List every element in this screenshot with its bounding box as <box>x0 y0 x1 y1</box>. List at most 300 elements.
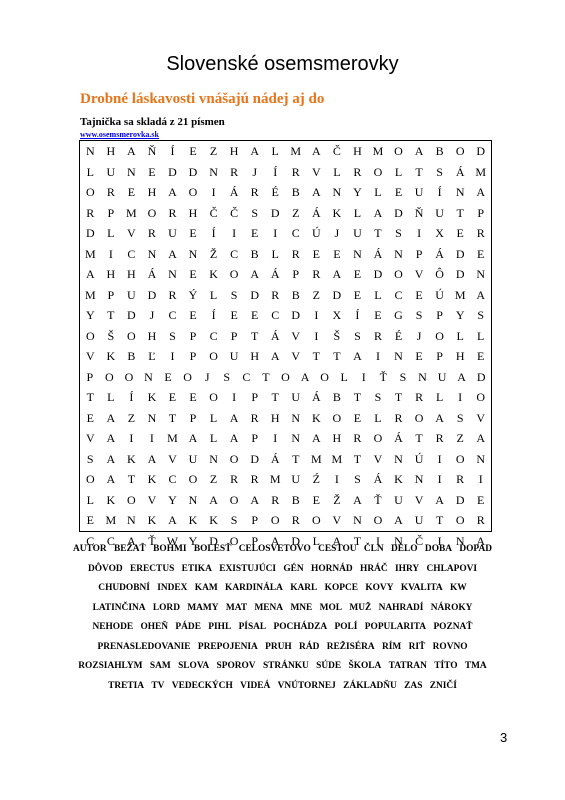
word-list-item: KOPCE <box>324 583 358 593</box>
grid-cell: R <box>291 164 300 179</box>
grid-cell: T <box>292 451 300 466</box>
grid-cell: S <box>230 513 238 527</box>
grid-row <box>80 428 491 449</box>
grid-cell: I <box>375 533 380 548</box>
grid-cell: R <box>250 472 259 486</box>
grid-cell: M <box>126 205 137 220</box>
grid-cell: K <box>209 267 218 281</box>
grid-cell: O <box>311 513 321 527</box>
grid-cell: K <box>106 492 116 507</box>
grid-cell: A <box>394 513 403 527</box>
grid-cell: Á <box>270 451 280 466</box>
grid-cell: R <box>394 410 403 425</box>
grid-cell: N <box>418 369 427 384</box>
grid-cell: I <box>211 185 216 199</box>
grid-cell: E <box>86 410 94 425</box>
word-list-item: TÍTO <box>434 661 458 671</box>
grid-cell: A <box>476 533 486 548</box>
grid-cell: Ľ <box>148 349 156 363</box>
grid-cell: E <box>353 267 362 281</box>
grid-cell: T <box>353 451 362 466</box>
word-list <box>70 540 495 696</box>
grid-cell: K <box>147 513 157 527</box>
grid-cell: Z <box>209 144 218 158</box>
grid-cell: N <box>476 267 486 281</box>
grid-cell: T <box>353 533 362 548</box>
grid-cell: L <box>456 328 464 343</box>
grid-cell: A <box>414 144 424 158</box>
word-list-item: MENA <box>254 602 284 613</box>
grid-cell: R <box>291 513 300 527</box>
grid-cell: R <box>353 164 362 179</box>
word-list-item: IHRY <box>395 563 420 574</box>
grid-cell: H <box>147 185 157 199</box>
grid-cell: O <box>455 513 465 527</box>
grid-cell: C <box>394 287 403 302</box>
word-list-item: SAM <box>149 661 171 671</box>
grid-cell: N <box>147 246 157 261</box>
grid-cell: S <box>354 472 361 486</box>
grid-cell: P <box>189 349 197 363</box>
grid-cell: E <box>189 226 197 240</box>
word-list-item: NAHRADÍ <box>378 602 424 613</box>
grid-cell: I <box>334 472 339 486</box>
word-list-item: VIDEÁ <box>240 680 271 691</box>
grid-cell: H <box>188 205 198 220</box>
grid-cell: O <box>373 513 383 527</box>
grid-cell: I <box>478 472 483 486</box>
grid-cell: A <box>106 410 116 425</box>
grid-cell: B <box>332 390 341 404</box>
website-link[interactable]: www.osemsmerovka.sk <box>80 130 159 139</box>
grid-cell: L <box>374 410 382 425</box>
grid-cell: A <box>106 431 116 445</box>
grid-row <box>80 449 491 470</box>
grid-cell: Ú <box>414 451 424 466</box>
grid-cell: J <box>149 308 155 322</box>
grid-row <box>80 244 491 265</box>
grid-cell: M <box>372 144 384 158</box>
grid-cell: T <box>271 390 279 404</box>
grid-cell: L <box>271 246 279 261</box>
grid-cell: N <box>127 164 136 179</box>
grid-cell: I <box>417 226 422 240</box>
grid-cell: V <box>373 451 383 466</box>
grid-row <box>80 285 491 306</box>
grid-cell: N <box>85 144 95 158</box>
grid-cell: V <box>127 226 136 240</box>
grid-cell: G <box>394 308 403 322</box>
word-list-item: SLOVA <box>178 661 210 671</box>
word-list-item: PIHL <box>208 622 232 632</box>
word-list-item: MUŽ <box>349 602 372 613</box>
grid-cell: I <box>458 390 463 404</box>
grid-cell: P <box>415 246 423 261</box>
grid-cell: P <box>107 205 115 220</box>
grid-cell: O <box>188 472 198 486</box>
word-list-item: NÁROKY <box>430 602 473 613</box>
grid-cell: O <box>373 431 383 445</box>
grid-cell: A <box>250 492 259 507</box>
grid-cell: R <box>250 185 259 199</box>
grid-cell: Á <box>147 267 157 281</box>
grid-cell: Á <box>373 246 383 261</box>
grid-cell: R <box>250 410 259 425</box>
grid-cell: S <box>169 328 176 343</box>
grid-cell: R <box>147 226 156 240</box>
grid-cell: Ž <box>333 492 341 507</box>
grid-row <box>80 408 491 429</box>
grid-cell: Z <box>127 410 136 425</box>
grid-cell: I <box>149 431 154 445</box>
grid-cell: B <box>127 349 136 363</box>
grid-cell: E <box>250 226 259 240</box>
grid-cell: Š <box>333 328 341 343</box>
grid-cell: Á <box>229 185 239 199</box>
grid-cell: H <box>270 410 280 425</box>
word-list-item: POPULARITA <box>364 622 427 632</box>
grid-cell: Č <box>415 533 424 548</box>
grid-cell: D <box>373 267 383 281</box>
grid-cell: N <box>291 410 301 425</box>
grid-cell: A <box>270 349 280 363</box>
word-list-item: KARL <box>290 583 318 593</box>
grid-cell: E <box>374 308 382 322</box>
grid-row <box>80 141 491 162</box>
grid-cell: K <box>127 451 136 466</box>
grid-cell: L <box>271 144 279 158</box>
grid-cell: L <box>435 390 444 404</box>
grid-cell: C <box>168 472 177 486</box>
word-list-item: CHUDOBNÍ <box>98 583 150 593</box>
grid-cell: R <box>230 164 239 179</box>
grid-cell: K <box>209 513 218 527</box>
word-list-item: ZNIČÍ <box>429 680 457 691</box>
grid-cell: M <box>167 431 178 445</box>
word-list-item: SPOROV <box>216 661 256 671</box>
grid-cell: E <box>415 349 423 363</box>
word-list-item: OHEŇ <box>140 622 169 632</box>
grid-cell: X <box>435 226 444 240</box>
grid-cell: S <box>456 410 464 425</box>
grid-cell: N <box>209 451 218 466</box>
grid-cell: A <box>168 513 177 527</box>
grid-cell: J <box>334 226 340 240</box>
grid-cell: N <box>144 369 153 384</box>
grid-cell: B <box>291 287 300 302</box>
word-list-item: REŽISÉRA <box>326 641 375 652</box>
word-list-item: POLÍ <box>334 622 358 632</box>
grid-cell: S <box>374 390 382 404</box>
grid-cell: M <box>331 451 343 466</box>
word-list-item: RIŤ <box>408 641 426 652</box>
grid-cell: Ú <box>435 287 444 302</box>
grid-cell: I <box>273 431 278 445</box>
grid-cell: P <box>292 267 300 281</box>
grid-cell: E <box>189 144 197 158</box>
grid-cell: V <box>311 164 321 179</box>
grid-cell: H <box>332 431 342 445</box>
grid-cell: K <box>311 410 321 425</box>
grid-cell: D <box>394 205 403 220</box>
grid-cell: C <box>242 369 251 384</box>
grid-cell: R <box>271 492 280 507</box>
grid-cell: L <box>86 164 94 179</box>
grid-cell: R <box>415 390 424 404</box>
grid-cell: O <box>85 328 95 343</box>
grid-cell: D <box>250 451 259 466</box>
word-list-item: MAT <box>225 602 248 613</box>
grid-cell: A <box>127 533 136 548</box>
grid-row <box>80 162 491 183</box>
grid-cell: N <box>209 164 218 179</box>
grid-cell: A <box>270 533 280 548</box>
grid-cell: Ť <box>374 492 382 507</box>
grid-cell: S <box>251 205 258 220</box>
grid-cell: Y <box>188 533 198 548</box>
grid-cell: T <box>250 328 259 343</box>
grid-cell: U <box>229 349 239 363</box>
grid-cell: V <box>291 328 301 343</box>
word-list-item: ŠKOLA <box>348 661 382 671</box>
grid-row <box>80 490 491 511</box>
grid-cell: S <box>86 451 94 466</box>
word-list-item: TV <box>151 680 165 691</box>
grid-cell: A <box>476 431 486 445</box>
word-list-item: VNÚTORNEJ <box>277 680 336 691</box>
grid-cell: Ú <box>311 226 321 240</box>
word-list-item: SÚDE <box>316 661 342 671</box>
grid-cell: E <box>353 287 362 302</box>
grid-cell: E <box>148 164 156 179</box>
grid-cell: B <box>435 144 444 158</box>
grid-cell: A <box>300 369 310 384</box>
grid-row <box>80 387 491 408</box>
grid-cell: E <box>312 246 320 261</box>
word-list-item: AUTOR <box>72 544 107 554</box>
grid-cell: Ź <box>312 472 320 486</box>
grid-cell: L <box>107 390 115 404</box>
grid-cell: E <box>250 308 259 322</box>
grid-cell: E <box>353 410 362 425</box>
grid-row <box>80 346 491 367</box>
word-list-item: PÁDE <box>175 622 201 632</box>
grid-cell: Č <box>209 205 218 220</box>
grid-cell: V <box>476 410 486 425</box>
word-list-item: EXISTUJÚCI <box>219 563 277 574</box>
grid-cell: I <box>314 308 319 322</box>
word-list-item: TMA <box>464 661 487 671</box>
grid-cell: Ô <box>435 267 444 281</box>
grid-cell: A <box>435 410 444 425</box>
grid-cell: M <box>269 472 281 486</box>
word-list-item: HRÁČ <box>360 563 388 574</box>
grid-cell: P <box>477 205 485 220</box>
grid-cell: M <box>475 164 487 179</box>
grid-cell: Í <box>211 308 216 322</box>
grid-cell: Ž <box>209 246 218 261</box>
grid-cell: N <box>414 472 424 486</box>
grid-cell: I <box>170 349 175 363</box>
grid-cell: K <box>332 205 342 220</box>
grid-cell: U <box>414 185 424 199</box>
grid-cell: V <box>85 349 95 363</box>
grid-cell: O <box>188 185 198 199</box>
grid-row <box>80 182 491 203</box>
grid-cell: Í <box>129 390 134 404</box>
grid-cell: D <box>168 164 177 179</box>
grid-cell: A <box>311 431 321 445</box>
grid-cell: U <box>106 164 116 179</box>
grid-cell: A <box>311 144 321 158</box>
grid-cell: B <box>291 492 300 507</box>
grid-cell: S <box>395 226 402 240</box>
grid-cell: S <box>230 287 238 302</box>
word-list-item: KARDINÁLA <box>225 583 283 593</box>
grid-cell: D <box>455 492 465 507</box>
grid-cell: O <box>435 328 444 343</box>
grid-cell: D <box>127 308 136 322</box>
grid-cell: U <box>168 226 177 240</box>
grid-cell: T <box>86 390 94 404</box>
grid-cell: A <box>127 144 136 158</box>
grid-cell: O <box>229 451 239 466</box>
grid-cell: A <box>229 410 239 425</box>
grid-cell: E <box>189 267 197 281</box>
word-list-item: POCHÁDZA <box>273 622 328 632</box>
grid-cell: P <box>251 533 258 548</box>
grid-cell: H <box>106 267 116 281</box>
grid-cell: T <box>394 390 403 404</box>
word-list-item: TRETIA <box>108 680 145 691</box>
grid-cell: R <box>271 287 280 302</box>
grid-cell: R <box>476 226 485 240</box>
grid-cell: Z <box>312 287 320 302</box>
page-number: 3 <box>500 730 508 745</box>
grid-cell: U <box>353 226 362 240</box>
word-list-item: ZAS <box>404 680 423 691</box>
word-list-item: PREPOJENIA <box>197 641 258 652</box>
word-list-item: ROVNO <box>432 641 468 652</box>
grid-cell: N <box>353 513 362 527</box>
grid-cell: U <box>394 492 403 507</box>
grid-cell: U <box>291 472 301 486</box>
grid-cell: V <box>291 349 301 363</box>
grid-cell: A <box>168 185 177 199</box>
grid-cell: N <box>291 431 301 445</box>
grid-cell: T <box>333 349 341 363</box>
grid-cell: N <box>455 185 465 199</box>
word-list-item: MOL <box>319 602 343 613</box>
grid-cell: O <box>455 144 465 158</box>
grid-cell: E <box>477 246 485 261</box>
grid-cell: T <box>415 164 423 179</box>
word-list-item: BEŽAŤ <box>114 544 146 554</box>
grid-cell: A <box>229 431 239 445</box>
grid-cell: I <box>108 246 113 261</box>
grid-cell: V <box>168 451 177 466</box>
grid-cell: D <box>476 369 486 384</box>
grid-cell: Á <box>270 328 280 343</box>
word-list-item: GÉN <box>283 563 304 574</box>
grid-cell: M <box>454 287 466 302</box>
grid-cell: A <box>85 267 95 281</box>
grid-cell: N <box>168 267 177 281</box>
grid-cell: R <box>435 431 444 445</box>
grid-cell: A <box>168 246 177 261</box>
letter-grid <box>79 140 492 548</box>
grid-cell: Y <box>168 492 177 507</box>
grid-cell: Ť <box>148 533 156 548</box>
grid-cell: L <box>333 164 341 179</box>
grid-row <box>80 264 491 285</box>
puzzle-title: Drobné láskavosti vnášajú nádej aj do <box>80 91 325 107</box>
grid-cell: E <box>456 226 464 240</box>
grid-cell: C <box>271 308 280 322</box>
word-list-item: INDEX <box>157 583 188 593</box>
grid-cell: P <box>189 410 197 425</box>
grid-row <box>80 223 491 244</box>
word-list-item: CELOSVETOVO <box>238 544 311 554</box>
grid-cell: L <box>312 533 320 548</box>
grid-cell: O <box>229 267 239 281</box>
word-list-item: LATINČINA <box>92 602 146 613</box>
grid-cell: M <box>105 513 117 527</box>
grid-cell: I <box>232 390 237 404</box>
grid-cell: A <box>332 533 342 548</box>
word-list-item: TATRAN <box>388 661 427 671</box>
grid-cell: T <box>415 431 423 445</box>
grid-cell: K <box>106 349 116 363</box>
grid-cell: O <box>85 472 95 486</box>
grid-cell: R <box>312 267 321 281</box>
grid-cell: E <box>333 246 341 261</box>
grid-cell: L <box>374 287 382 302</box>
grid-cell: E <box>477 492 485 507</box>
grid-cell: H <box>229 144 239 158</box>
grid-cell: L <box>209 431 218 445</box>
grid-cell: D <box>291 533 301 548</box>
grid-cell: O <box>270 513 280 527</box>
grid-cell: D <box>455 246 465 261</box>
grid-cell: L <box>209 410 218 425</box>
grid-cell: H <box>127 267 136 281</box>
grid-cell: U <box>127 287 136 302</box>
grid-cell: N <box>394 533 403 548</box>
grid-cell: P <box>251 431 258 445</box>
word-list-item: BOLESŤ <box>193 544 232 554</box>
word-list-item: DOBA <box>424 544 453 554</box>
grid-cell: E <box>168 390 177 404</box>
word-list-item: ČLN <box>363 544 384 554</box>
grid-cell: V <box>147 492 157 507</box>
grid-cell: O <box>414 410 424 425</box>
word-list-item: LORD <box>152 602 180 613</box>
grid-cell: K <box>147 472 157 486</box>
grid-cell: I <box>273 226 278 240</box>
grid-cell: P <box>189 328 197 343</box>
grid-cell: S <box>477 308 485 322</box>
grid-cell: O <box>373 164 383 179</box>
grid-cell: Ý <box>188 287 198 302</box>
grid-cell: A <box>250 144 259 158</box>
grid-cell: T <box>107 308 115 322</box>
grid-cell: U <box>414 513 424 527</box>
grid-cell: Y <box>455 308 465 322</box>
grid-cell: Č <box>230 205 239 220</box>
grid-cell: V <box>414 267 424 281</box>
word-list-item: DOPAD <box>459 544 492 554</box>
